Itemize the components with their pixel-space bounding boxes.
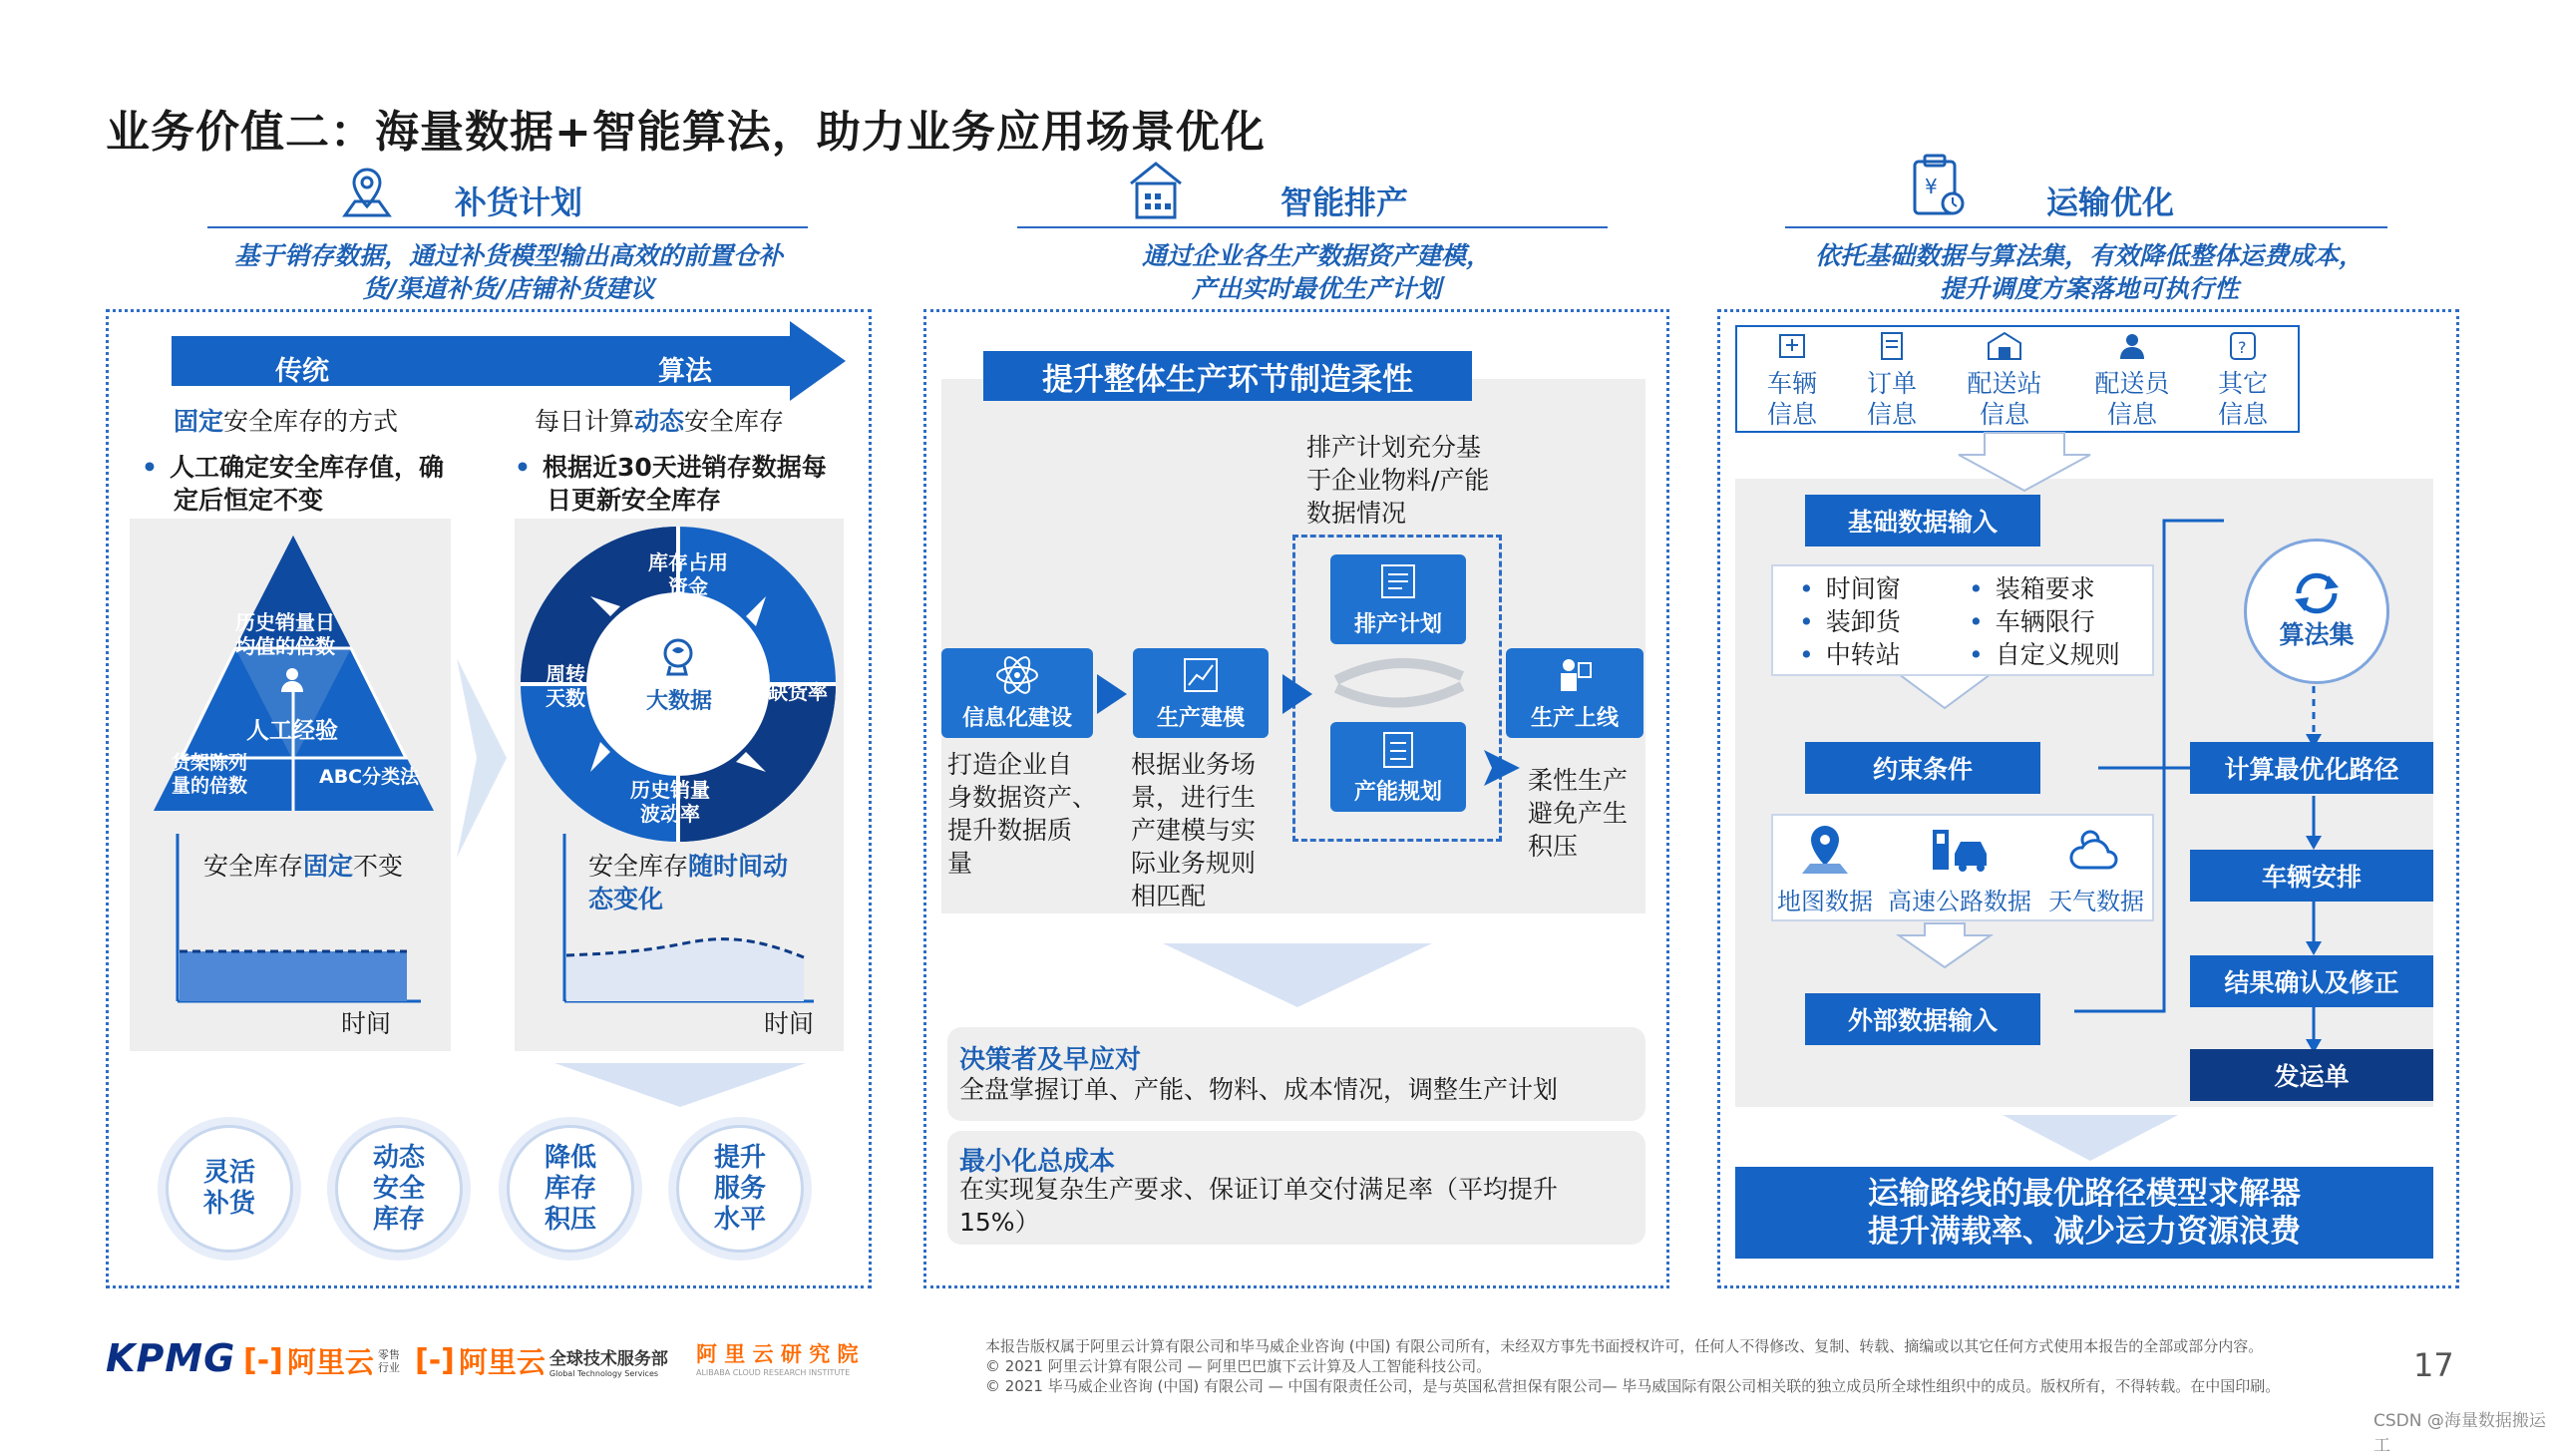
card-scheduling-plan <box>1330 554 1466 644</box>
ext-label: 地图数据 <box>1777 888 1873 915</box>
clipboard-icon <box>1911 154 1967 223</box>
page-title: 业务价值二：海量数据+智能算法，助力业务应用场景优化 <box>106 107 1266 158</box>
document-icon <box>1876 331 1908 361</box>
divider <box>1785 226 2387 228</box>
kpmg-logo: KPMG <box>106 1336 236 1380</box>
desc-line: 相匹配 <box>1131 882 1207 910</box>
source-vehicle <box>1757 331 1827 430</box>
label-line: 货架陈列 <box>172 752 248 774</box>
ring-top-label <box>648 550 728 598</box>
source-other <box>2208 331 2278 430</box>
circle-line: 水平 <box>713 1204 766 1235</box>
divider <box>207 226 808 228</box>
circle-line: 降低 <box>544 1142 596 1173</box>
aliyun-icon: [-] <box>415 1343 455 1378</box>
copyright-line: 本报告版权属于阿里云计算有限公司和毕马威企业咨询 (中国) 有限公司所有，未经双方事先书面授权许可，任何人不得修改、复制、转载、摘编或以其它任何方式使用本报告的全部或部分内容。 <box>985 1337 2264 1355</box>
card-informatization <box>941 648 1093 738</box>
flexibility-banner: 提升整体生产环节制造柔性 <box>983 351 1472 401</box>
logo-sub <box>378 1348 400 1374</box>
copyright <box>985 1336 2381 1396</box>
ring-center-label: 大数据 <box>646 689 713 714</box>
logo-sub-line: 行业 <box>377 1360 400 1374</box>
arrow-diagonal-icon <box>1480 746 1520 794</box>
down-chevron-icon <box>554 1063 806 1111</box>
label-line: 天数 <box>546 686 585 710</box>
text: 每日计算 <box>535 407 635 436</box>
result-line: 提升满载率、减少运力资源浪费 <box>1868 1214 2301 1250</box>
bullet-line: • 根据近30天进销存数据每 <box>515 451 827 484</box>
algorithm-set-badge <box>2244 539 2389 684</box>
benefit-reduce <box>507 1125 634 1253</box>
fixed-stock-chart <box>168 834 421 1009</box>
desc-line: 通过企业各生产数据资产建模， <box>1141 241 1491 270</box>
external-data-input: 外部数据输入 <box>1805 993 2040 1045</box>
benefit-text: 全盘掌握订单、产能、物料、成本情况，调整生产计划 <box>959 1075 1559 1104</box>
scheduling-note <box>1306 431 1489 530</box>
section-heading-transport: 运输优化 <box>2046 183 2175 221</box>
weather-icon <box>2066 824 2126 876</box>
triangle-top-label <box>235 610 335 658</box>
src-line: 信息 <box>2106 400 2157 429</box>
down-chevron-icon <box>1163 943 1432 1011</box>
circle-line: 服务 <box>713 1173 766 1204</box>
bullet-line: 日更新安全库存 <box>547 486 722 515</box>
x-axis-label: 时间 <box>341 1009 392 1038</box>
source-station <box>1957 331 2052 430</box>
text: 不变 <box>353 852 404 881</box>
text: 安全库存 <box>684 407 785 436</box>
desc-line: 避免产生 <box>1528 799 1629 828</box>
chevron-right-icon <box>457 658 507 862</box>
benefit-flexible <box>166 1125 293 1253</box>
card-label: 排产计划 <box>1353 612 1442 637</box>
checklist-icon <box>1378 729 1418 769</box>
benefit-service <box>676 1125 804 1253</box>
text: 安全库存 <box>588 852 689 881</box>
highlight: 动态 <box>634 407 685 436</box>
card-label: 生产建模 <box>1156 706 1245 731</box>
desc-line: 量 <box>947 849 973 878</box>
label-line: 周转 <box>546 662 585 686</box>
traditional-bullet <box>142 451 444 517</box>
card1-desc <box>947 748 1097 880</box>
arrow-label-algorithm: 算法 <box>658 356 712 387</box>
desc-line: 产建模与实 <box>1131 816 1257 845</box>
circle-line: 库存 <box>544 1173 596 1204</box>
src-line: 信息 <box>1979 400 2029 429</box>
basic-data-right <box>1969 572 2120 671</box>
dynamic-stock-chart <box>554 834 814 1009</box>
factory-icon <box>1127 160 1185 225</box>
note-line: 于企业物料/产能 <box>1306 466 1490 495</box>
text: 安全库存的方式 <box>223 407 399 436</box>
benefit-text <box>959 1173 1558 1239</box>
result-line: 运输路线的最优路径模型求解器 <box>1868 1176 2301 1212</box>
worker-icon <box>1555 655 1595 695</box>
src-line: 车辆 <box>1766 369 1817 398</box>
aliyun-research-logo <box>696 1338 859 1377</box>
section-desc <box>1735 239 2443 305</box>
divider <box>1017 226 1608 228</box>
bullet-line: 定后恒定不变 <box>174 486 324 515</box>
circle-line: 动态 <box>372 1142 425 1173</box>
aliyun-retail-logo <box>243 1340 400 1381</box>
note-line: 数据情况 <box>1306 499 1407 528</box>
src-line: 订单 <box>1866 369 1917 398</box>
ring-left-label <box>546 662 585 710</box>
source-courier <box>2084 331 2180 430</box>
section-desc <box>160 239 858 305</box>
benefit-dynamic <box>335 1125 463 1253</box>
card-production-model <box>1133 648 1269 738</box>
ext-label: 天气数据 <box>2048 888 2144 915</box>
highlight: 固定 <box>174 407 224 436</box>
constraints: 约束条件 <box>1805 742 2040 794</box>
benefit-title: 决策者及早应对 <box>959 1045 1142 1075</box>
atom-icon <box>995 653 1039 697</box>
refresh-icon <box>2289 571 2345 615</box>
card-capacity-plan <box>1330 722 1466 812</box>
desc-line: 身数据资产、 <box>947 783 1098 812</box>
algo-label: 算法集 <box>2279 620 2355 649</box>
label-line: 历史销量日 <box>235 610 335 634</box>
desc-line: 积压 <box>1528 832 1579 861</box>
copyright-line: © 2021 毕马威企业咨询 (中国) 有限公司 — 中国有限责任公司，是与英国私营担保有限公司— 毕马威国际有限公司相关联的独立成员所全球性组织中的成员。版权所有，不得转载。在中国印刷。 <box>985 1377 2281 1395</box>
label-line: 波动率 <box>640 802 700 826</box>
circle-line: 灵活 <box>202 1158 255 1188</box>
logo-text: 阿里云 <box>286 1345 374 1379</box>
ring-bottom-label <box>630 778 710 826</box>
list-item: • 车辆限行 <box>1969 605 2120 638</box>
label-line: 均值的倍数 <box>235 634 335 658</box>
desc-line: 提升数据质 <box>947 816 1073 845</box>
card2-desc <box>1131 748 1256 912</box>
algorithm-bullet <box>515 451 827 517</box>
arrow-banner <box>172 321 846 405</box>
label-line: 历史销量 <box>630 778 710 802</box>
arrow-label-traditional: 传统 <box>275 356 329 387</box>
benefit-title: 最小化总成本 <box>959 1147 1116 1177</box>
section-desc <box>997 239 1636 305</box>
bullet-line: • 人工确定安全库存值，确 <box>142 451 444 484</box>
triangle-right-label: ABC分类法 <box>319 766 420 788</box>
circle-line: 提升 <box>713 1142 766 1173</box>
svg-text:¥: ¥ <box>1925 175 1938 198</box>
replenishment-icon <box>341 166 393 223</box>
highlight: 态变化 <box>588 885 664 913</box>
src-line: 信息 <box>1766 400 1817 429</box>
arrow-right-icon <box>1282 674 1312 718</box>
algorithm-method <box>535 405 784 438</box>
dispatch-order: 发运单 <box>2190 1049 2433 1101</box>
page-number: 17 <box>2413 1346 2454 1384</box>
desc-line: 打造企业自 <box>947 750 1073 779</box>
brain-icon <box>658 636 698 680</box>
card-label: 产能规划 <box>1353 780 1442 805</box>
src-line: 配送站 <box>1967 369 2042 398</box>
desc-line: 产出实时最优生产计划 <box>1191 274 1441 303</box>
triangle-center-label: 人工经验 <box>246 718 338 744</box>
src-line: 信息 <box>1866 400 1917 429</box>
card-label: 生产上线 <box>1530 706 1619 731</box>
label-line: 库存占用 <box>648 550 728 574</box>
cycle-arrows-icon <box>1324 652 1474 716</box>
basic-data-left <box>1799 572 1901 671</box>
ext-highway <box>1887 824 2032 916</box>
arrow-right-icon <box>1097 674 1127 718</box>
aliyun-icon: [-] <box>243 1343 283 1378</box>
ring-right-label: 缺货率 <box>768 680 828 704</box>
section-heading-scheduling: 智能排产 <box>1280 183 1409 221</box>
gas-car-icon <box>1929 824 1991 876</box>
aliyun-gts-logo <box>415 1340 668 1381</box>
circle-line: 安全 <box>372 1173 425 1204</box>
logo-sub-line: ALIBABA CLOUD RESEARCH INSTITUTE <box>696 1368 851 1377</box>
vehicle-icon <box>1776 331 1808 361</box>
ext-weather <box>2046 824 2146 916</box>
logo-text: 阿里云 <box>458 1345 546 1379</box>
watermark: CSDN @海量数据搬运工 <box>2373 1411 2546 1456</box>
desc-line: 柔性生产 <box>1528 766 1629 795</box>
question-icon <box>2227 331 2259 361</box>
note-line: 排产计划充分基 <box>1306 433 1482 462</box>
text: 安全库存 <box>203 852 304 881</box>
ext-label: 高速公路数据 <box>1888 888 2031 915</box>
traditional-method <box>174 405 398 438</box>
source-order <box>1857 331 1927 430</box>
desc-line: 基于销存数据，通过补货模型输出高效的前置仓补 <box>233 241 783 270</box>
circle-line: 补货 <box>202 1189 255 1219</box>
chart-icon <box>1181 655 1221 695</box>
list-item: • 中转站 <box>1799 638 1901 671</box>
down-chevron-icon <box>2003 1115 2178 1165</box>
x-axis-label: 时间 <box>764 1009 815 1038</box>
optimal-route: 计算最优化路径 <box>2190 742 2433 794</box>
desc-line: 根据业务场 <box>1131 750 1257 779</box>
map-pin-icon <box>1800 824 1850 876</box>
src-line: 配送员 <box>2094 369 2170 398</box>
list-item: • 装箱要求 <box>1969 572 2120 605</box>
logo-sub <box>549 1344 668 1378</box>
src-line: 信息 <box>2217 400 2268 429</box>
person-icon <box>279 666 305 696</box>
section-heading-replenishment: 补货计划 <box>455 183 583 221</box>
desc-line: 货/渠道补货/店铺补货建议 <box>362 274 655 303</box>
list-item: • 自定义规则 <box>1969 638 2120 671</box>
logo-sub-line: 全球技术服务部 <box>548 1348 668 1369</box>
station-icon <box>1985 331 2024 361</box>
logo-sub-line: 零售 <box>377 1347 400 1361</box>
label-line: 量的倍数 <box>172 775 248 797</box>
solver-result <box>1735 1167 2433 1259</box>
card-label: 信息化建设 <box>961 706 1072 731</box>
text-line: 15%） <box>959 1208 1040 1237</box>
circle-line: 库存 <box>372 1204 425 1235</box>
copyright-line: © 2021 阿里云计算有限公司 — 阿里巴巴旗下云计算及人工智能科技公司。 <box>985 1357 1492 1375</box>
svg-text:?: ? <box>2238 338 2247 357</box>
courier-icon <box>2116 331 2148 361</box>
card-go-live <box>1506 648 1643 738</box>
vehicle-arrangement: 车辆安排 <box>2190 850 2433 902</box>
list-item: • 时间窗 <box>1799 572 1901 605</box>
desc-line: 景，进行生 <box>1131 783 1257 812</box>
src-line: 其它 <box>2217 369 2268 398</box>
ext-map <box>1777 824 1873 916</box>
text-line: 在实现复杂生产要求、保证订单交付满足率（平均提升 <box>959 1175 1559 1204</box>
logo-sub-line: Global Technology Services <box>548 1368 659 1378</box>
result-confirm: 结果确认及修正 <box>2190 955 2433 1007</box>
label-line: 资金 <box>668 574 708 598</box>
circle-line: 积压 <box>544 1204 596 1235</box>
form-icon <box>1378 561 1418 601</box>
desc-line: 依托基础数据与算法集，有效降低整体运费成本， <box>1814 241 2364 270</box>
desc-line: 际业务规则 <box>1131 849 1257 878</box>
highlight: 固定 <box>303 852 354 881</box>
card5-desc <box>1528 764 1628 863</box>
highlight: 随时间动 <box>688 852 789 881</box>
basic-data-input: 基础数据输入 <box>1805 495 2040 546</box>
list-item: • 装卸货 <box>1799 605 1901 638</box>
triangle-left-label <box>172 752 247 798</box>
desc-line: 提升调度方案落地可执行性 <box>1939 274 2239 303</box>
logo-text: 阿 里 云 研 究 院 <box>696 1342 859 1366</box>
